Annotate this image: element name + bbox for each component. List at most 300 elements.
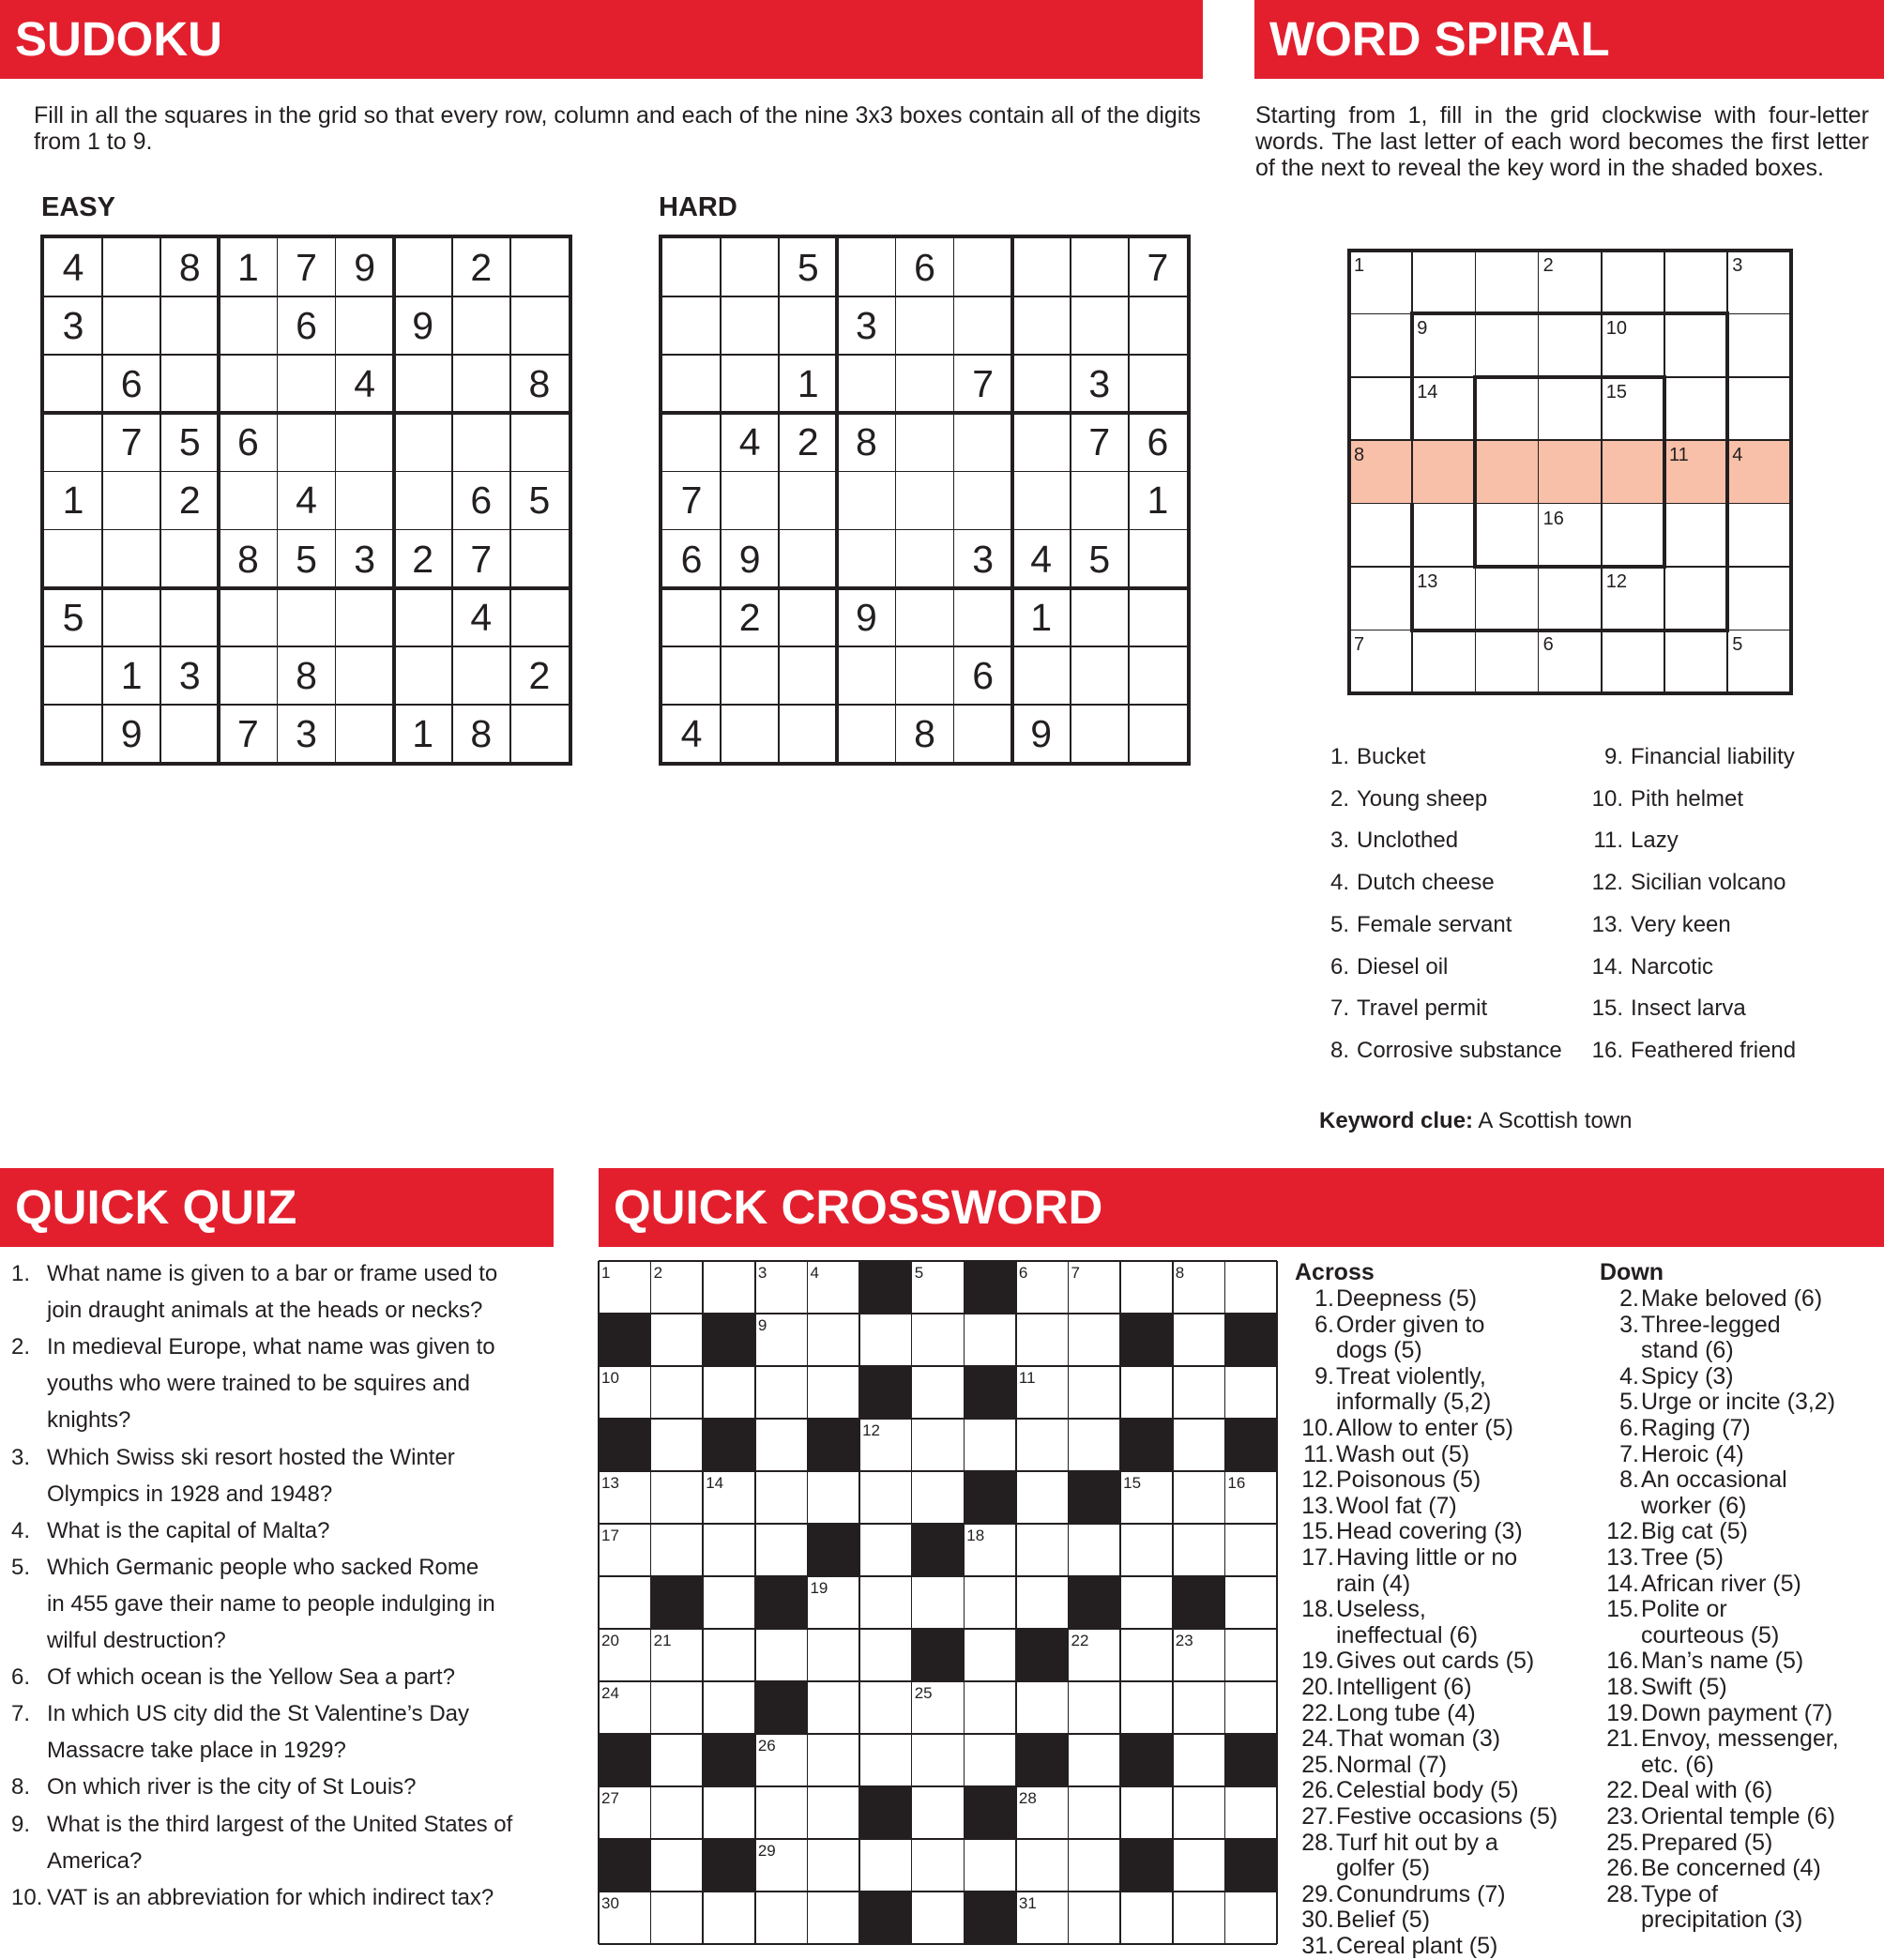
clue-text-line: Spicy (3)	[1641, 1362, 1734, 1390]
sudoku-cell[interactable]	[219, 646, 277, 705]
sudoku-cell[interactable]	[895, 530, 953, 588]
sudoku-cell[interactable]	[510, 588, 569, 646]
sudoku-cell[interactable]: 7	[120, 420, 143, 464]
sudoku-cell[interactable]: 6	[236, 420, 259, 464]
sudoku-cell[interactable]: 6	[1147, 420, 1169, 464]
clue-text-line: Down payment (7)	[1641, 1699, 1833, 1726]
sudoku-cell[interactable]	[837, 705, 895, 763]
question-text-line: Olympics in 1928 and 1948?	[47, 1481, 333, 1507]
sudoku-cell[interactable]	[44, 413, 102, 471]
sudoku-cell[interactable]	[452, 296, 510, 355]
clue-text-line: Celestial body (5)	[1336, 1777, 1519, 1804]
clue-text: Bucket	[1357, 744, 1426, 769]
sudoku-cell[interactable]	[160, 530, 219, 588]
sudoku-cell[interactable]	[336, 296, 394, 355]
question-text-line: On which river is the city of St Louis?	[47, 1774, 417, 1800]
sudoku-cell[interactable]: 4	[738, 420, 761, 464]
sudoku-cell[interactable]	[510, 530, 569, 588]
crossword-cell-number: 20	[601, 1632, 619, 1649]
grid-line	[599, 1733, 1277, 1735]
clue-text: Female servant	[1357, 911, 1512, 937]
clue-text-line: Long tube (4)	[1336, 1699, 1476, 1726]
clue-number: 25.	[1301, 1751, 1334, 1778]
grid-line	[807, 1261, 809, 1944]
spiral-cell-number: 9	[1417, 318, 1428, 340]
crossword-grid[interactable]	[599, 1261, 1277, 1944]
sudoku-cell[interactable]	[510, 296, 569, 355]
crossword-cell-number: 3	[757, 1264, 767, 1282]
crossword-cell-number: 15	[1123, 1474, 1142, 1492]
sudoku-cell[interactable]	[954, 413, 1012, 471]
grid-line	[599, 1943, 1277, 1945]
crossword-cell-number: 18	[966, 1527, 985, 1544]
sudoku-cell[interactable]	[662, 646, 721, 705]
sudoku-cell[interactable]	[779, 588, 837, 646]
grid-line	[858, 1261, 860, 1944]
sudoku-cell[interactable]	[721, 705, 779, 763]
sudoku-cell[interactable]: 7	[296, 246, 317, 289]
sudoku-cell[interactable]	[1012, 296, 1071, 355]
sudoku-cell[interactable]: 1	[236, 246, 259, 289]
sudoku-cell[interactable]: 5	[296, 537, 317, 581]
sudoku-cell[interactable]	[394, 238, 452, 296]
sudoku-cell[interactable]: 6	[680, 537, 703, 581]
sudoku-cell[interactable]	[394, 471, 452, 529]
sudoku-cell[interactable]: 4	[680, 711, 703, 755]
grid-line	[754, 1261, 756, 1944]
clue-number: 28.	[1606, 1880, 1639, 1907]
sudoku-cell[interactable]	[1012, 238, 1071, 296]
sudoku-cell[interactable]: 9	[120, 711, 143, 755]
sudoku-cell[interactable]	[336, 413, 394, 471]
sudoku-cell[interactable]	[721, 296, 779, 355]
sudoku-cell[interactable]: 5	[528, 479, 551, 523]
quiz-question	[11, 1512, 555, 1549]
clue-number: 3.	[1329, 828, 1349, 854]
clue-number: 18.	[1606, 1674, 1639, 1700]
clue-number: 6.	[1619, 1415, 1639, 1441]
sudoku-cell[interactable]	[394, 355, 452, 413]
spiral-cell-number: 5	[1732, 634, 1743, 656]
sudoku-cell[interactable]: 2	[470, 246, 493, 289]
black-cell	[964, 1366, 1016, 1419]
sudoku-cell[interactable]	[1012, 413, 1071, 471]
sudoku-cell[interactable]	[336, 646, 394, 705]
clue-text-line: Man’s name (5)	[1641, 1648, 1804, 1675]
sudoku-cell[interactable]: 8	[236, 537, 259, 581]
sudoku-cell[interactable]	[452, 413, 510, 471]
crossword-cell-number: 9	[757, 1316, 767, 1334]
sudoku-cell[interactable]	[160, 296, 219, 355]
sudoku-cell[interactable]	[219, 355, 277, 413]
sudoku-cell[interactable]	[336, 471, 394, 529]
sudoku-cell[interactable]	[779, 530, 837, 588]
sudoku-cell[interactable]	[394, 413, 452, 471]
clue-number: 24.	[1301, 1725, 1334, 1753]
sudoku-cell[interactable]: 4	[1030, 537, 1053, 581]
sudoku-cell[interactable]	[1129, 705, 1187, 763]
sudoku-cell[interactable]: 7	[236, 711, 259, 755]
question-text-line: What name is given to a bar or frame used to	[47, 1261, 498, 1286]
across-clue	[1295, 1597, 1595, 1649]
sudoku-cell[interactable]	[721, 238, 779, 296]
sudoku-cell[interactable]: 8	[914, 711, 935, 755]
clue-text-line: etc. (6)	[1641, 1751, 1714, 1778]
clue-text: Sicilian volcano	[1631, 870, 1786, 896]
sudoku-cell[interactable]	[1071, 238, 1129, 296]
sudoku-cell[interactable]: 6	[972, 653, 994, 697]
clue-text-line: Cereal plant (5)	[1336, 1933, 1498, 1959]
sudoku-cell[interactable]	[44, 355, 102, 413]
clue-text-line: Raging (7)	[1641, 1415, 1751, 1441]
sudoku-cell[interactable]	[837, 530, 895, 588]
quiz-question	[11, 1879, 555, 1916]
sudoku-cell[interactable]: 8	[470, 711, 493, 755]
clue-text-line: Heroic (4)	[1641, 1440, 1744, 1467]
clue-number: 20.	[1301, 1674, 1334, 1700]
sudoku-cell[interactable]: 1	[62, 479, 84, 523]
sudoku-cell[interactable]	[895, 355, 953, 413]
sudoku-easy-grid[interactable]	[40, 235, 572, 766]
question-number: 7.	[11, 1701, 31, 1727]
down-clue	[1600, 1364, 1881, 1390]
sudoku-cell[interactable]	[219, 588, 277, 646]
sudoku-cell[interactable]	[219, 471, 277, 529]
quiz-question	[11, 1439, 555, 1512]
crossword-cell-number: 31	[1018, 1894, 1037, 1912]
clue-number: 12.	[1301, 1466, 1334, 1494]
question-text-line: join draught animals at the heads or necks?	[47, 1298, 483, 1324]
sudoku-cell[interactable]	[837, 238, 895, 296]
clue-number: 15.	[1591, 995, 1623, 1022]
clue-number: 13.	[1301, 1492, 1334, 1519]
clue-number: 4.	[1329, 870, 1349, 896]
crossword-cell-number: 28	[1018, 1789, 1037, 1807]
question-text-line: knights?	[47, 1407, 131, 1434]
crossword-cell-number: 17	[601, 1527, 619, 1544]
clue-number: 2.	[1619, 1285, 1639, 1312]
sudoku-cell[interactable]	[160, 588, 219, 646]
across-clue	[1295, 1364, 1595, 1416]
sudoku-cell[interactable]: 5	[62, 595, 84, 639]
sudoku-cell[interactable]	[1012, 471, 1071, 529]
black-cell	[1224, 1734, 1277, 1786]
black-cell	[859, 1366, 912, 1419]
grid-line	[599, 1470, 1277, 1472]
sudoku-cell[interactable]	[895, 296, 953, 355]
sudoku-cell[interactable]	[1071, 588, 1129, 646]
question-number: 9.	[11, 1811, 31, 1837]
sudoku-cell[interactable]	[1129, 530, 1187, 588]
spiral-cell-number: 11	[1669, 445, 1689, 466]
sudoku-cell[interactable]	[779, 471, 837, 529]
sudoku-cell[interactable]: 6	[296, 304, 317, 348]
sudoku-cell[interactable]	[277, 588, 335, 646]
sudoku-cell[interactable]: 2	[738, 595, 761, 639]
down-heading: Down	[1600, 1259, 1664, 1285]
sudoku-cell[interactable]: 8	[296, 653, 317, 697]
clue-number: 16.	[1591, 1037, 1623, 1063]
clue-number: 30.	[1301, 1907, 1334, 1934]
sudoku-cell[interactable]	[1129, 296, 1187, 355]
spiral-ring	[1473, 375, 1666, 570]
sudoku-cell[interactable]: 4	[62, 246, 84, 289]
black-cell	[1069, 1576, 1121, 1629]
sudoku-cell[interactable]: 7	[1088, 420, 1111, 464]
across-clue	[1295, 1519, 1595, 1545]
sudoku-cell[interactable]	[662, 296, 721, 355]
sudoku-cell[interactable]	[662, 238, 721, 296]
sudoku-cell[interactable]	[44, 705, 102, 763]
black-cell	[964, 1261, 1016, 1314]
sudoku-cell[interactable]	[394, 588, 452, 646]
sudoku-cell[interactable]	[895, 646, 953, 705]
sudoku-cell[interactable]	[510, 238, 569, 296]
word-spiral-grid[interactable]	[1349, 251, 1790, 693]
sudoku-cell[interactable]	[1071, 296, 1129, 355]
black-cell	[807, 1419, 859, 1471]
sudoku-cell[interactable]	[160, 355, 219, 413]
quiz-question	[11, 1255, 555, 1329]
sudoku-cell[interactable]: 2	[528, 653, 551, 697]
question-number: 2.	[11, 1334, 31, 1360]
sudoku-cell[interactable]	[779, 705, 837, 763]
clue-text-line: stand (6)	[1641, 1337, 1734, 1364]
sudoku-cell[interactable]: 5	[1088, 537, 1111, 581]
word-spiral-clue	[1588, 954, 1713, 980]
spiral-cell-number: 15	[1605, 381, 1628, 403]
crossword-cell-number: 21	[653, 1632, 672, 1649]
clue-number: 21.	[1606, 1725, 1639, 1753]
clue-text-line: golfer (5)	[1336, 1855, 1431, 1882]
question-number: 8.	[11, 1774, 31, 1800]
clue-number: 9.	[1314, 1362, 1334, 1390]
sudoku-cell[interactable]	[779, 296, 837, 355]
sudoku-cell[interactable]: 6	[470, 479, 493, 523]
question-number: 1.	[11, 1261, 31, 1286]
clue-text-line: Tree (5)	[1641, 1544, 1724, 1571]
sudoku-cell[interactable]: 7	[470, 537, 493, 581]
black-cell	[1120, 1839, 1173, 1892]
clue-text-line: ineffectual (6)	[1336, 1621, 1479, 1649]
sudoku-cell[interactable]: 8	[178, 246, 201, 289]
clue-number: 23.	[1606, 1803, 1639, 1830]
sudoku-cell[interactable]	[394, 646, 452, 705]
clue-text-line: Gives out cards (5)	[1336, 1648, 1535, 1675]
sudoku-cell[interactable]: 1	[1030, 595, 1053, 639]
sudoku-cell[interactable]	[721, 471, 779, 529]
sudoku-cell[interactable]	[662, 355, 721, 413]
sudoku-cell[interactable]: 8	[528, 362, 551, 406]
grid-line	[598, 1261, 600, 1944]
black-cell	[703, 1314, 755, 1366]
sudoku-cell[interactable]	[662, 413, 721, 471]
word-spiral-clue	[1314, 786, 1487, 813]
down-clue	[1600, 1831, 1881, 1857]
sudoku-cell[interactable]: 3	[354, 537, 375, 581]
sudoku-cell[interactable]	[662, 588, 721, 646]
sudoku-cell[interactable]: 1	[797, 362, 819, 406]
sudoku-cell[interactable]	[160, 705, 219, 763]
black-cell	[807, 1524, 859, 1576]
down-clue	[1600, 1701, 1881, 1727]
sudoku-cell[interactable]	[1012, 646, 1071, 705]
crossword-cell-number: 23	[1175, 1632, 1193, 1649]
black-cell	[1016, 1629, 1069, 1681]
spiral-cell-number: 6	[1542, 634, 1554, 656]
sudoku-cell[interactable]: 5	[797, 246, 819, 289]
sudoku-cell[interactable]	[336, 705, 394, 763]
clue-text-line: Festive occasions (5)	[1336, 1803, 1558, 1830]
sudoku-cell[interactable]: 9	[412, 304, 434, 348]
sudoku-cell[interactable]	[44, 646, 102, 705]
down-clue	[1600, 1545, 1881, 1572]
sudoku-cell[interactable]: 7	[1147, 246, 1169, 289]
sudoku-cell[interactable]: 7	[972, 362, 994, 406]
spiral-cell-number: 3	[1732, 255, 1743, 276]
clue-number: 15.	[1301, 1518, 1334, 1545]
black-cell	[964, 1892, 1016, 1944]
sudoku-cell[interactable]	[1012, 355, 1071, 413]
sudoku-cell[interactable]	[277, 355, 335, 413]
sudoku-cell[interactable]	[102, 296, 160, 355]
sudoku-cell[interactable]	[1071, 705, 1129, 763]
sudoku-cell[interactable]: 9	[354, 246, 375, 289]
sudoku-cell[interactable]	[837, 355, 895, 413]
grid-line	[1172, 1261, 1174, 1944]
grid-line	[1015, 1261, 1017, 1944]
clue-number: 12.	[1591, 870, 1623, 896]
clue-text-line: Three-legged	[1641, 1311, 1781, 1338]
sudoku-cell[interactable]: 4	[470, 595, 493, 639]
question-text-line: Which Swiss ski resort hosted the Winter	[47, 1444, 455, 1470]
sudoku-cell[interactable]: 4	[354, 362, 375, 406]
black-cell	[599, 1314, 651, 1366]
grid-line	[599, 1680, 1277, 1682]
clue-number: 10.	[1301, 1415, 1334, 1441]
clue-number: 15.	[1606, 1596, 1639, 1623]
sudoku-cell[interactable]	[1071, 646, 1129, 705]
sudoku-cell[interactable]	[954, 471, 1012, 529]
sudoku-cell[interactable]	[954, 296, 1012, 355]
sudoku-cell[interactable]	[954, 705, 1012, 763]
clue-number: 8.	[1329, 1037, 1349, 1063]
sudoku-cell[interactable]: 6	[120, 362, 143, 406]
sudoku-cell[interactable]: 3	[972, 537, 994, 581]
quiz-question	[11, 1769, 555, 1805]
sudoku-cell[interactable]	[837, 646, 895, 705]
sudoku-cell[interactable]	[1129, 646, 1187, 705]
black-cell	[755, 1681, 808, 1734]
across-clue	[1295, 1753, 1595, 1779]
sudoku-cell[interactable]	[779, 646, 837, 705]
sudoku-cell[interactable]: 3	[855, 304, 877, 348]
sudoku-cell[interactable]	[102, 471, 160, 529]
sudoku-cell[interactable]	[954, 588, 1012, 646]
sudoku-cell[interactable]: 2	[178, 479, 201, 523]
sudoku-cell[interactable]: 9	[738, 537, 761, 581]
sudoku-cell[interactable]: 1	[412, 711, 434, 755]
across-clue	[1295, 1442, 1595, 1468]
sudoku-cell[interactable]	[452, 355, 510, 413]
sudoku-cell[interactable]: 3	[178, 653, 201, 697]
sudoku-cell[interactable]	[1129, 588, 1187, 646]
clue-number: 26.	[1606, 1855, 1639, 1882]
sudoku-cell[interactable]	[837, 471, 895, 529]
sudoku-cell[interactable]	[277, 413, 335, 471]
clue-number: 22.	[1606, 1777, 1639, 1804]
word-spiral-clue	[1588, 870, 1785, 896]
sudoku-cell[interactable]	[219, 296, 277, 355]
question-text-line: In medieval Europe, what name was given to	[47, 1334, 495, 1360]
clue-text: Diesel oil	[1357, 953, 1449, 980]
crossword-cell-number: 13	[601, 1474, 619, 1492]
sudoku-cell[interactable]	[102, 588, 160, 646]
sudoku-cell[interactable]	[102, 530, 160, 588]
sudoku-cell[interactable]: 7	[680, 479, 703, 523]
down-clues	[1600, 1286, 1881, 1948]
crossword-cell-number: 7	[1071, 1264, 1080, 1282]
sudoku-cell[interactable]	[510, 705, 569, 763]
clue-number: 14.	[1591, 953, 1623, 980]
sudoku-cell[interactable]	[954, 238, 1012, 296]
sudoku-cell[interactable]: 1	[120, 653, 143, 697]
sudoku-cell[interactable]: 3	[1088, 362, 1111, 406]
keyword-clue-text: A Scottish town	[1478, 1108, 1633, 1133]
sudoku-cell[interactable]: 3	[296, 711, 317, 755]
grid-line	[599, 1838, 1277, 1840]
sudoku-cell[interactable]: 2	[797, 420, 819, 464]
sudoku-cell[interactable]	[452, 646, 510, 705]
sudoku-cell[interactable]: 1	[1147, 479, 1169, 523]
sudoku-cell[interactable]	[895, 413, 953, 471]
black-cell	[599, 1419, 651, 1471]
spiral-cell-number: 16	[1542, 508, 1564, 529]
sudoku-cell[interactable]	[102, 238, 160, 296]
sudoku-cell[interactable]	[721, 355, 779, 413]
sudoku-cell[interactable]: 8	[855, 420, 877, 464]
keyword-clue	[1319, 1108, 1632, 1134]
sudoku-cell[interactable]	[1129, 355, 1187, 413]
grid-line	[599, 1260, 1277, 1262]
sudoku-cell[interactable]: 6	[914, 246, 935, 289]
sudoku-cell[interactable]	[1071, 471, 1129, 529]
sudoku-cell[interactable]	[510, 413, 569, 471]
across-clue	[1295, 1726, 1595, 1753]
black-cell	[1224, 1419, 1277, 1471]
sudoku-cell[interactable]	[895, 588, 953, 646]
sudoku-cell[interactable]	[721, 646, 779, 705]
crossword-cell-number: 26	[757, 1737, 776, 1755]
sudoku-cell[interactable]: 9	[1030, 711, 1053, 755]
clue-text-line: Deepness (5)	[1336, 1285, 1478, 1312]
sudoku-cell[interactable]	[44, 530, 102, 588]
crossword-cell-number: 6	[1018, 1264, 1028, 1282]
clue-text-line: Swift (5)	[1641, 1674, 1727, 1700]
word-spiral-clue	[1588, 786, 1743, 813]
sudoku-cell[interactable]: 4	[296, 479, 317, 523]
black-cell	[599, 1839, 651, 1892]
word-spiral-clue	[1314, 870, 1495, 896]
sudoku-hard-grid[interactable]	[659, 235, 1191, 766]
across-clue	[1295, 1778, 1595, 1804]
sudoku-cell[interactable]: 3	[62, 304, 84, 348]
sudoku-cell[interactable]	[336, 588, 394, 646]
sudoku-cell[interactable]	[895, 471, 953, 529]
sudoku-cell[interactable]: 5	[178, 420, 201, 464]
sudoku-cell[interactable]: 9	[855, 595, 877, 639]
sudoku-cell[interactable]: 2	[412, 537, 434, 581]
